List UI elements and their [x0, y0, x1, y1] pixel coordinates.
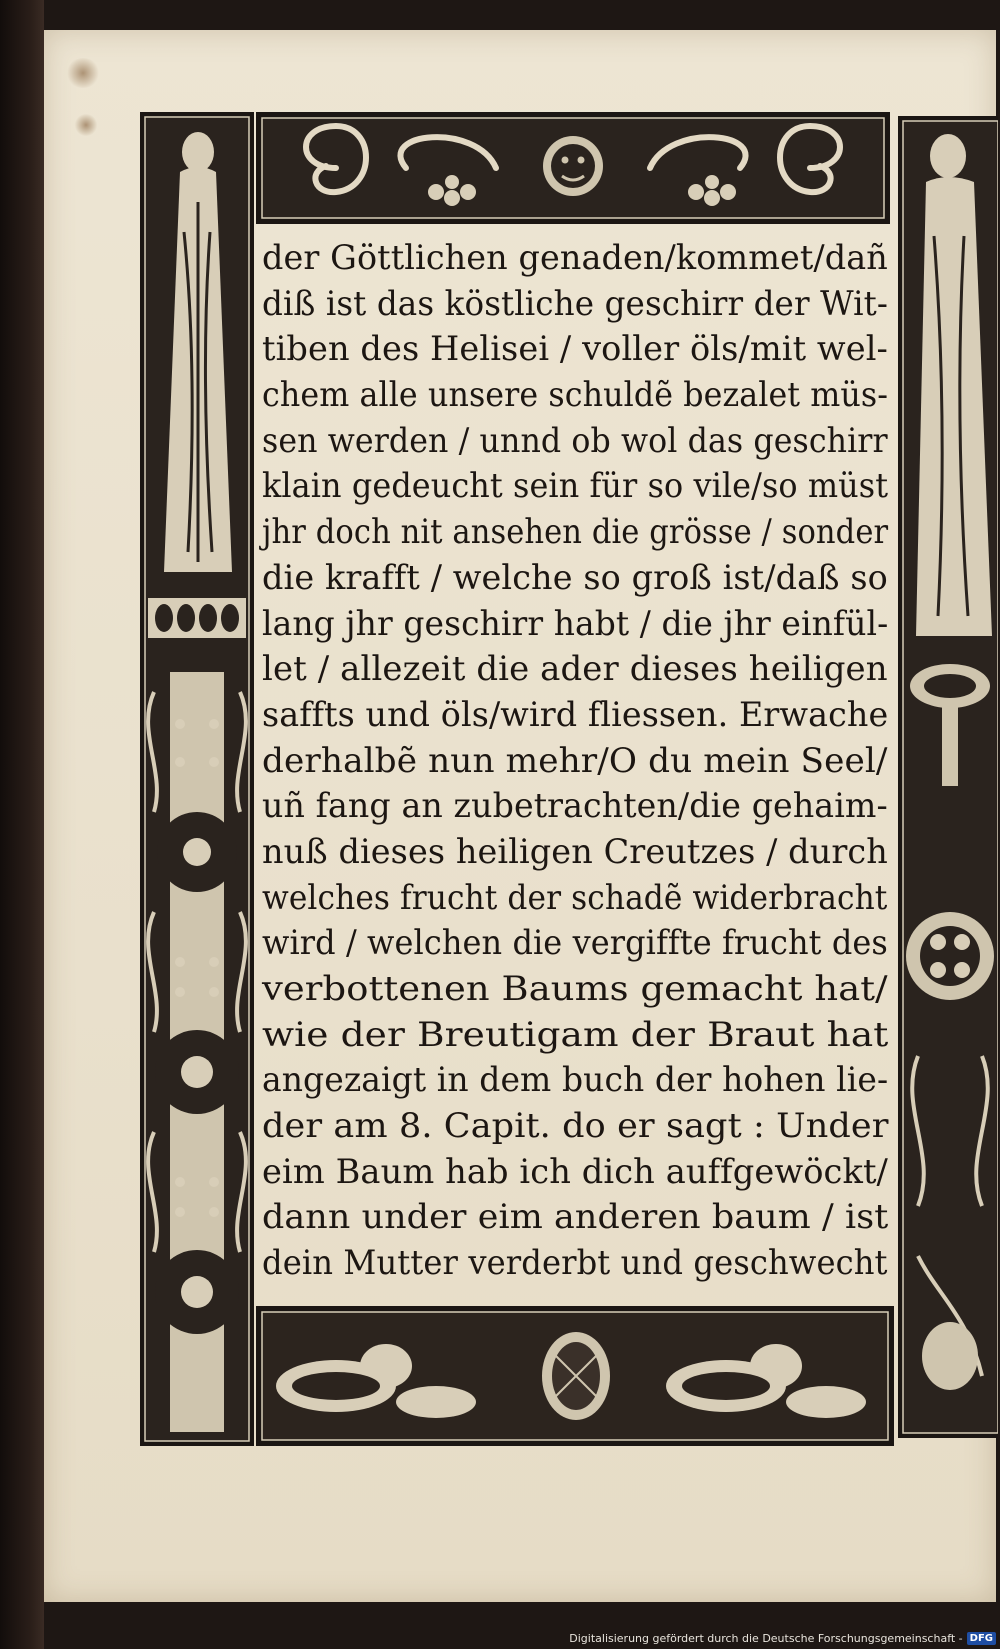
top-woodcut-border [256, 112, 890, 224]
bottom-woodcut-border [256, 1306, 894, 1446]
text-line: nuß dieses heiligen Creutzes / durch [262, 831, 888, 872]
page-stain [74, 114, 98, 136]
text-line: uñ fang an zubetrachten/die gehaim- [262, 786, 888, 827]
text-line: tiben des Helisei / voller öls/mit wel- [262, 329, 888, 370]
text-line: derhalbẽ nun mehr/O du mein Seel/ [262, 740, 888, 781]
text-line: wie der Breutigam der Braut hat [262, 1014, 889, 1055]
dfg-logo: DFG [967, 1632, 996, 1645]
text-line: der Göttlichen genaden/kommet/dañ [262, 238, 888, 278]
right-woodcut-border [898, 116, 998, 1438]
text-line: dein Mutter verderbt und geschwecht [262, 1243, 888, 1284]
text-line: welches frucht der schadẽ widerbracht [262, 877, 888, 918]
left-woodcut-border [140, 112, 254, 1446]
text-line: jhr doch nit ansehen die grösse / sonder [262, 512, 889, 553]
text-line: lang jhr geschirr habt / die jhr einfül- [262, 603, 889, 644]
text-line: let / allezeit die ader dieses heiligen [262, 649, 888, 690]
text-line: verbottenen Baums gemacht hat/ [262, 969, 888, 1009]
text-line: diß ist das köstliche geschirr der Wit- [262, 283, 888, 324]
text-line: saffts und öls/wird fliessen. Erwache [262, 694, 889, 735]
credit-text: Digitalisierung gefördert durch die Deutsche Forschungsgemeinschaft - [569, 1632, 963, 1645]
text-line: die krafft / welche so groß ist/daß so [262, 557, 888, 598]
text-line: chem alle unsere schuldẽ bezalet müs- [262, 375, 889, 416]
book-spine-shadow [0, 0, 44, 1649]
page-stain [66, 58, 100, 88]
text-line: angezaigt in dem buch der hohen lie- [262, 1060, 889, 1101]
page-text [262, 236, 892, 1306]
text-line: klain gedeucht sein für so vile/so müst [262, 466, 889, 507]
text-line: sen werden / unnd ob wol das geschirr [262, 420, 888, 461]
text-line: dann under eim anderen baum / ist [262, 1197, 889, 1238]
text-line: wird / welchen die vergiffte frucht des [262, 923, 888, 964]
digitization-credit [569, 1632, 996, 1645]
text-line: der am 8. Capit. do er sagt : Under [262, 1106, 889, 1147]
text-line: eim Baum hab ich dich auffgewöckt/ [262, 1151, 888, 1192]
